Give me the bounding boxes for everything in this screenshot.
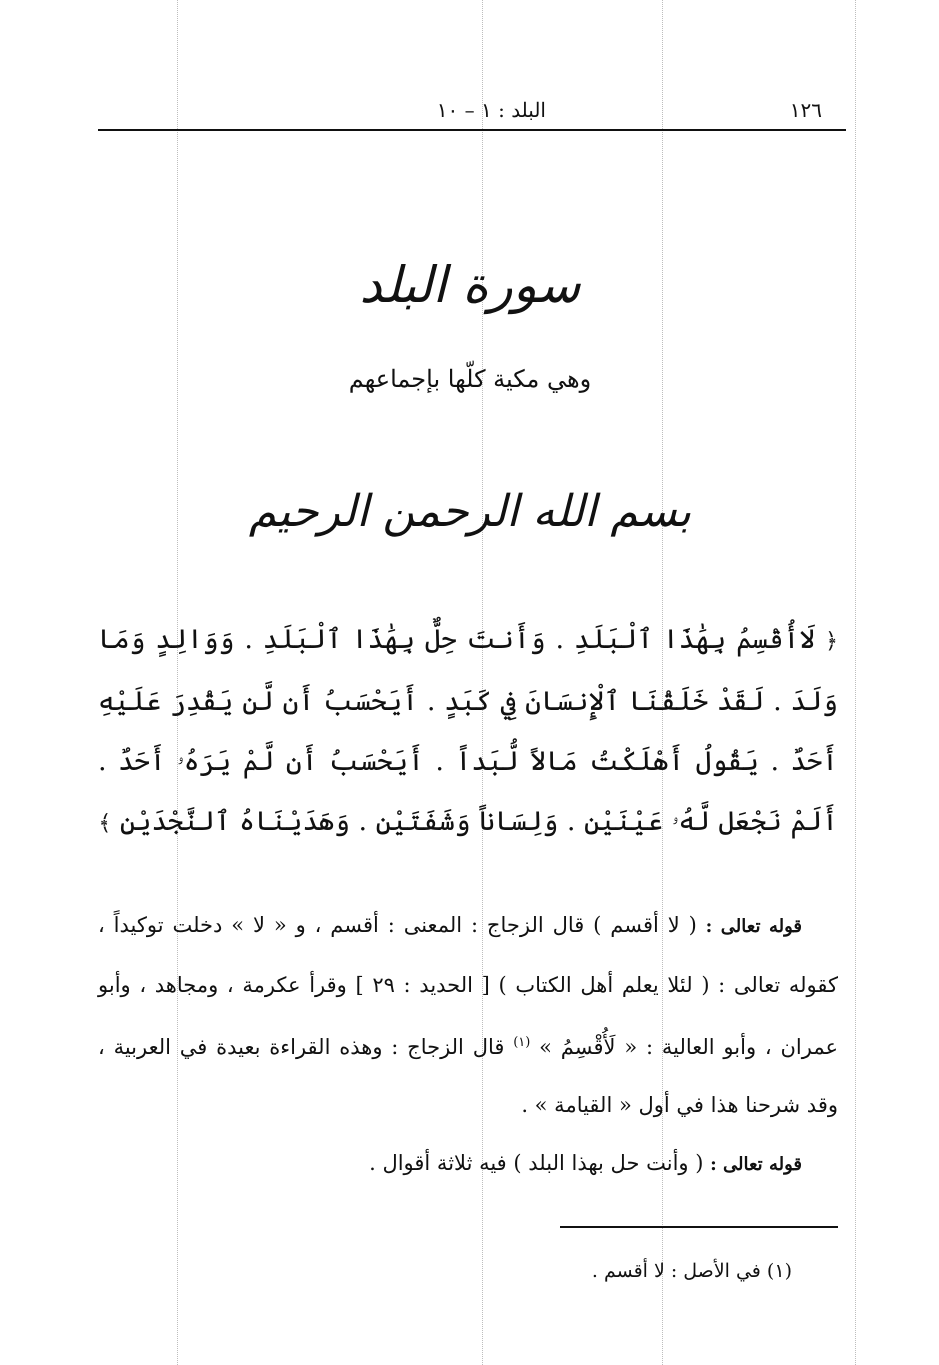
commentary-keyword: قوله تعالى : — [705, 916, 802, 937]
verse-open-bracket: ﴿ — [825, 629, 838, 654]
commentary-text: ( لا أقسم ) قال الزجاج : المعنى : أقسم ، و « لا » دخلت توكيداً ، كقوله تعالى : ( لئلا يعلم أهل الكتاب ) [ الحديد : ٢٩ ] وقرأ عكرمة ، ومجاهد ، وأبو عمران ، وأبو العالية : « لَأُقْسِمُ » — [98, 913, 838, 1059]
running-head — [98, 96, 846, 130]
basmala: بسم الله الرحمن الرحيم — [248, 486, 692, 537]
footnote-rule — [560, 1226, 838, 1228]
surah-subtitle: وهي مكية كلّها بإجماعهم — [348, 365, 592, 393]
commentary-paragraph — [98, 896, 838, 1134]
commentary-keyword: قوله تعالى : — [710, 1154, 802, 1175]
running-head-title: البلد : ١ – ١٠ — [436, 98, 546, 122]
page-number: ١٢٦ — [789, 98, 822, 122]
verse-close-bracket: ﴾ — [98, 811, 112, 836]
quran-verses — [98, 610, 838, 854]
header-rule — [98, 129, 846, 131]
commentary-text: ( وأنت حل بهذا البلد ) فيه ثلاثة أقوال . — [369, 1151, 704, 1175]
surah-title: سورة البلد — [359, 256, 581, 314]
footnote-marker: (١) — [513, 1035, 531, 1050]
scan-guide-line — [855, 0, 856, 1365]
commentary-paragraph — [98, 1134, 838, 1194]
verse-text: لَاأُقْسِمُ بِهَٰذَا ٱلْبَلَدِ . وَأَنتَ حِلٌّ بِهَٰذَا ٱلْبَلَدِ . وَوَالِدٍ وَمَا وَلَدَ . لَقَدْ خَلَقْنَا ٱلْإِنسَانَ فِي كَبَدٍ . أَيَحْسَبُ أَن لَّن يَقْدِرَ عَلَيْهِ أَحَدٌ . يَقُولُ أَهْلَكْتُ مَالاً لُّبَداً . أَيَحْسَبُ أَن لَّمْ يَرَهُۥ أَحَدٌ . أَلَمْ نَجْعَل لَّهُۥ عَيْنَيْنِ . وَلِسَاناً وَشَفَتَيْنِ . وَهَدَيْنَاهُ ٱلنَّجْدَيْنِ — [98, 624, 838, 837]
commentary — [98, 896, 838, 1194]
commentary-text: قال الزجاج : وهذه القراءة بعيدة في العربية ، وقد شرحنا هذا في أول « القيامة » . — [98, 1035, 838, 1117]
footnote: (١) في الأصل : لا أقسم . — [591, 1260, 792, 1282]
